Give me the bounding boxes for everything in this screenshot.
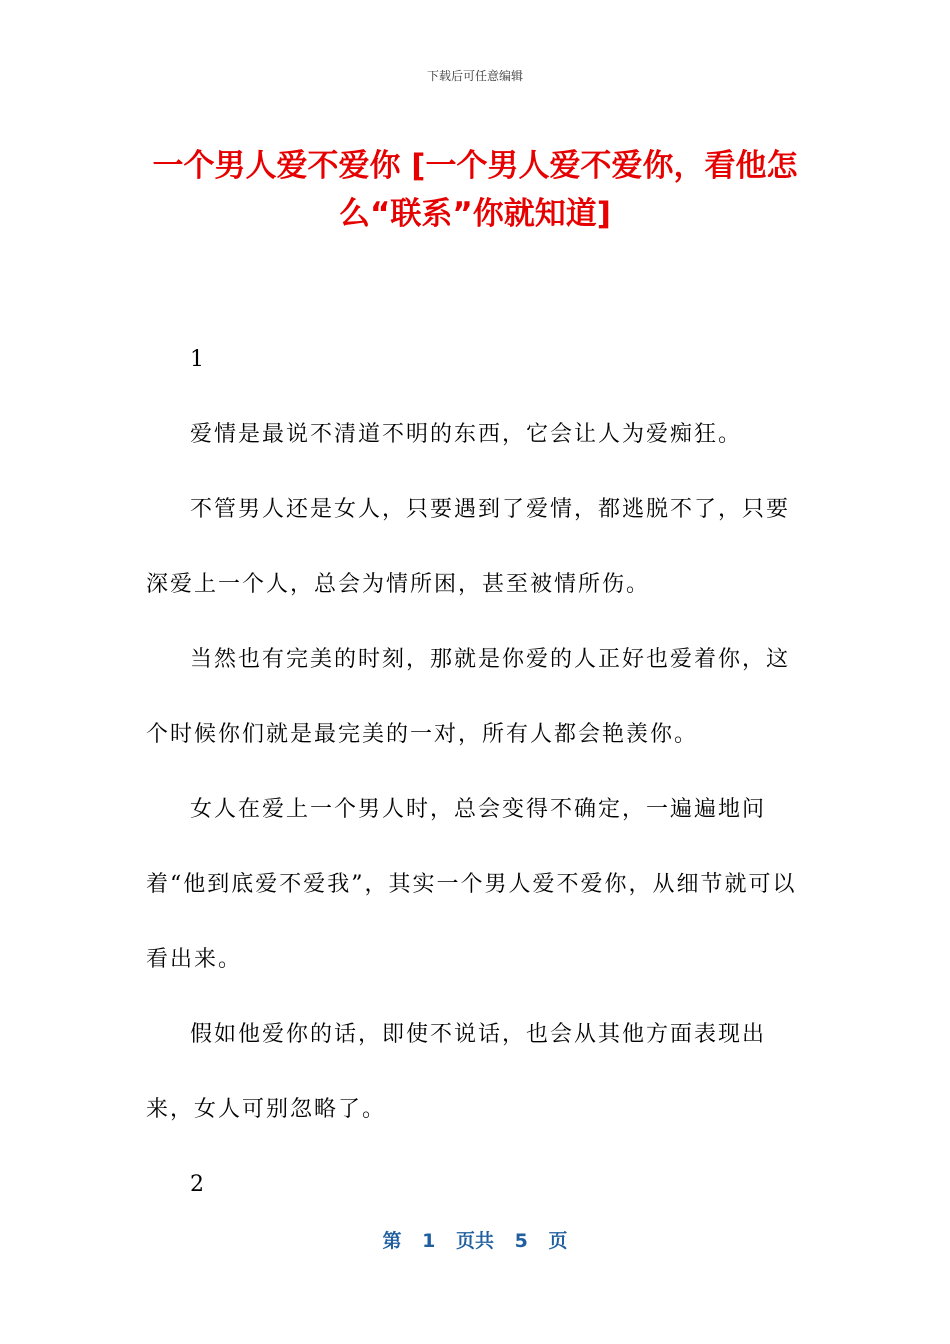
paragraph: 女人在爱上一个男人时，总会变得不确定，一遍遍地问着“他到底爱不爱我”，其实一个男人爱不爱你，从细节就可以看出来。: [146, 797, 797, 972]
section-number: 2: [190, 1172, 206, 1197]
paragraph: 假如他爱你的话，即使不说话，也会从其他方面表现出来，女人可别忽略了。: [146, 1022, 767, 1122]
page-footer: 第 1 页共 5 页: [382, 1230, 568, 1252]
document-body: [146, 322, 806, 1222]
header-note: 下载后可任意编辑: [426, 69, 523, 83]
paragraph: 不管男人还是女人，只要遇到了爱情，都逃脱不了，只要深爱上一个人，总会为情所困，甚至被情所伤。: [146, 497, 791, 597]
document-title: 一个男人爱不爱你 [一个男人爱不爱你，看他怎么“联系”你就知道]: [152, 148, 798, 232]
paragraph: 爱情是最说不清道不明的东西，它会让人为爱痴狂。: [190, 422, 743, 447]
paragraph: 当然也有完美的时刻，那就是你爱的人正好也爱着你，这个时候你们就是最完美的一对，所有人都会艳羡你。: [146, 647, 791, 747]
section-number: 1: [190, 347, 206, 372]
